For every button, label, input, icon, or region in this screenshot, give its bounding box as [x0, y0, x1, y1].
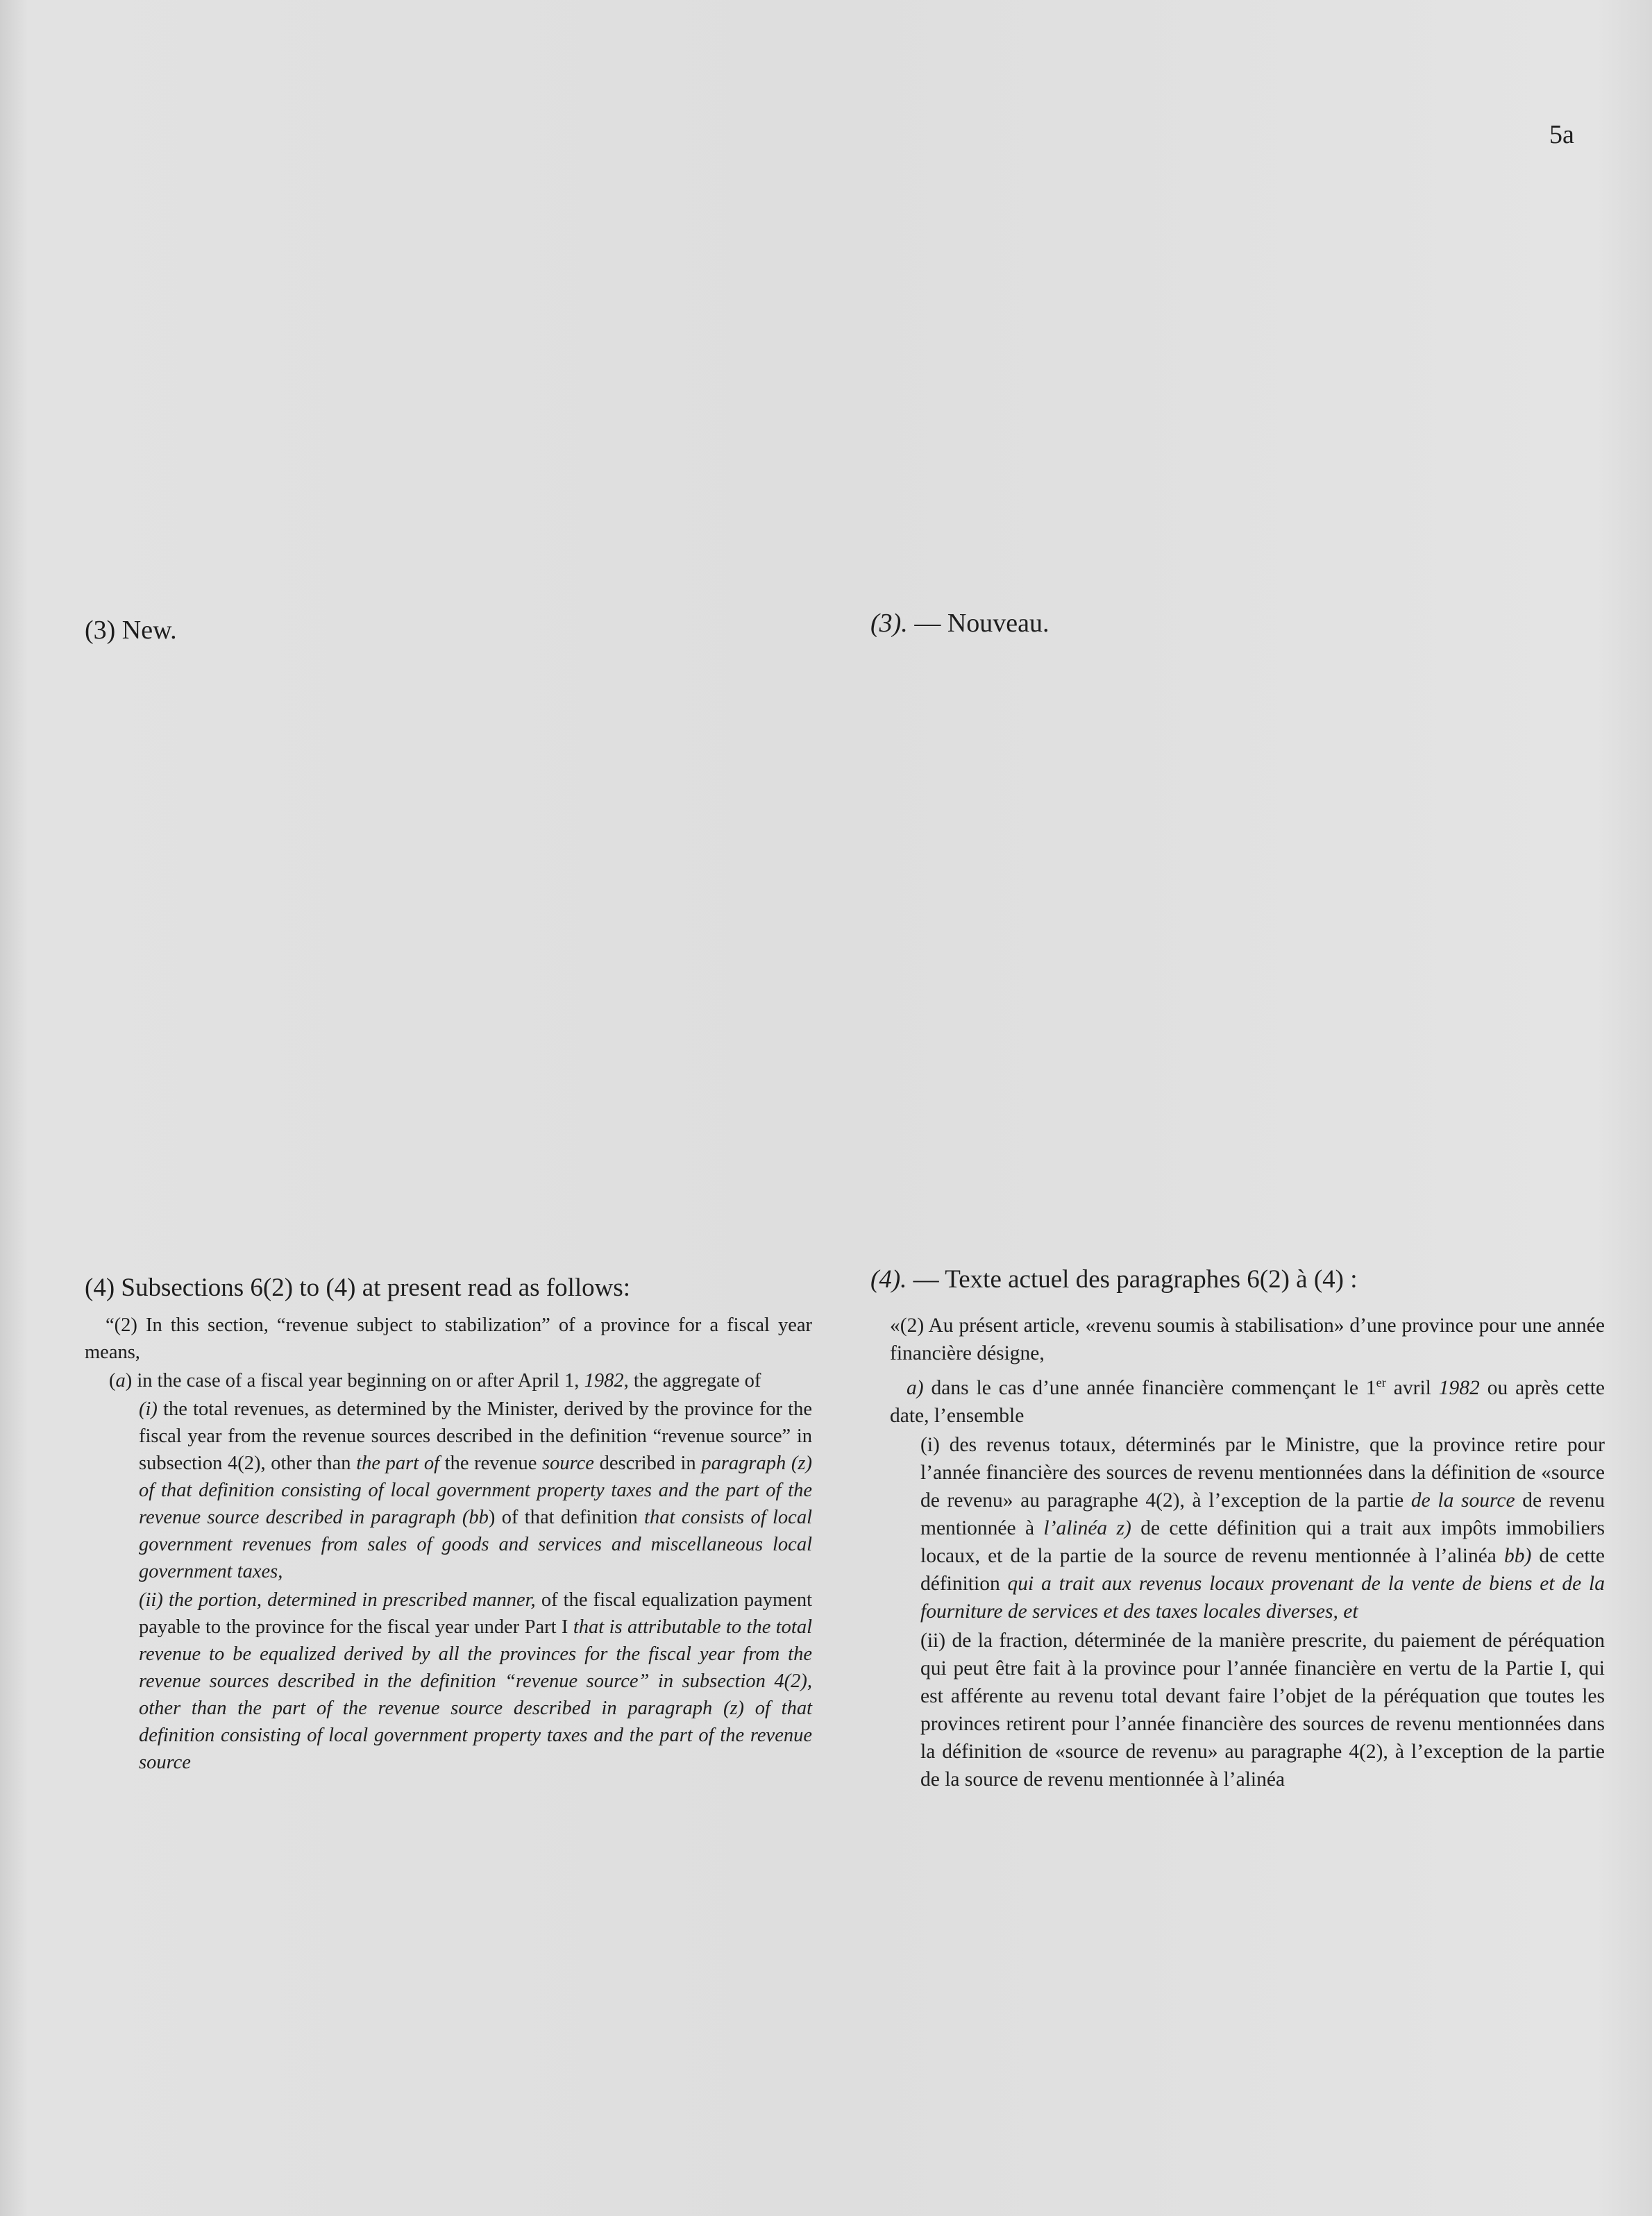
note-4-french-label: (4).: [870, 1265, 907, 1294]
french-a-end: ou après cette date, l’ensemble: [890, 1376, 1605, 1427]
note-4-french-text: — Texte actuel des paragraphes 6(2) à (4) :: [907, 1265, 1358, 1294]
english-ii-it2: that is attributable to the total revenue to be equalized derived by all the provinces for the fiscal year from the revenue sources described in the definition “revenue source” in subsection 4(2), other than the part of the revenue source described in paragraph (z) of that definition consisting of local government property taxes and the part of the revenue source: [139, 1616, 812, 1773]
note-4-english: [85, 1273, 630, 1303]
english-i-label: (i): [139, 1398, 158, 1420]
english-a-year: 1982: [584, 1370, 624, 1392]
french-a-text2: avril: [1385, 1376, 1439, 1399]
french-i-text4: de cette définition: [920, 1544, 1605, 1595]
french-i-text2: de revenu mentionnée à: [920, 1489, 1605, 1539]
english-i-bb: bb: [469, 1507, 489, 1528]
english-a-label: a: [115, 1370, 126, 1392]
english-i-it4: that consists of local government revenues from sales of goods and services and miscellaneous local government taxes,: [139, 1507, 813, 1582]
french-i-it4: qui a trait aux revenus locaux provenant de la vente de biens et de la fourniture de services et des taxes locales diverses, et: [920, 1572, 1605, 1623]
english-i-it3: paragraph (z) of that definition consisting of local government property taxes and the part of the revenue source described in paragraph (: [139, 1453, 812, 1528]
english-a-text: ) in the case of a fiscal year beginning on or after April 1,: [125, 1370, 584, 1392]
french-a-text: dans le cas d’une année financière commençant le 1: [923, 1376, 1376, 1399]
note-4-english-text: (4) Subsections 6(2) to (4) at present read as follows:: [85, 1274, 631, 1302]
english-i-text1: the total revenues, as determined by the Minister, derived by the province for the fiscal year from the revenue sources described in the definition “revenue source” in subsection 4(2), other than: [139, 1398, 812, 1474]
english-i-it1: the part of: [356, 1453, 440, 1474]
french-a-sup: er: [1376, 1376, 1386, 1389]
french-subpara-i: [890, 1431, 1605, 1625]
english-i-text2: the revenue: [439, 1453, 543, 1474]
english-a-open: (: [109, 1370, 116, 1392]
french-a-label: a): [907, 1376, 924, 1399]
note-3-french-text: — Nouveau.: [907, 609, 1050, 638]
french-subpara-ii: (ii) de la fraction, déterminée de la manière prescrite, du paiement de péréquation qui peut être fait à la province pour l’année financière en vertu de la Partie I, qui est afférente au revenu total devant faire l’objet de la péréquation que toutes les provinces retirent pour l’année financière des sources de revenu mentionnées dans la définition de «source de revenu» au paragraphe 4(2), à l’exception de la partie de la source de revenu mentionnée à l’alinéa: [920, 1629, 1605, 1791]
french-i-text1: (i) des revenus totaux, déterminés par le Ministre, que la province retire pour l’année financière des sources de revenu mentionnées dans la définition de «source de revenu» au paragraphe 4(2), à l’exception de la partie: [920, 1433, 1605, 1512]
french-i-it3: bb): [1503, 1544, 1532, 1567]
english-i-it2: source: [542, 1453, 594, 1474]
note-4-french: [870, 1265, 1358, 1294]
french-para-a: [890, 1369, 1605, 1430]
english-i-text4: ) of that definition: [488, 1507, 645, 1528]
english-column: [85, 1312, 812, 1777]
note-3-french: [870, 608, 1050, 638]
french-i-it1: de la source: [1410, 1489, 1515, 1512]
note-3-french-label: (3).: [870, 609, 908, 638]
english-para-a: [85, 1367, 812, 1394]
french-i-it2: l’alinéa z): [1043, 1516, 1131, 1539]
english-intro: “(2) In this section, “revenue subject to stabilization” of a province for a fiscal year means,: [85, 1314, 812, 1363]
french-column: [890, 1312, 1605, 1795]
english-ii-text1: of the fiscal equalization payment payable to the province for the fiscal year under Part I: [139, 1589, 812, 1638]
note-3-english: [85, 615, 177, 645]
english-a-end: , the aggregate of: [623, 1370, 761, 1392]
french-i-text3: de cette définition qui a trait aux impôts immobiliers locaux, et de la partie de la source de revenu mentionnée à l’alinéa: [920, 1516, 1605, 1567]
english-i-text3: described in: [593, 1453, 702, 1474]
page-number: 5a: [1549, 120, 1574, 149]
french-a-year: 1982: [1438, 1376, 1480, 1399]
english-subpara-i: [85, 1396, 812, 1585]
french-intro: «(2) Au présent article, «revenu soumis à stabilisation» d’une province pour une année financière désigne,: [890, 1314, 1605, 1364]
english-subpara-ii: [85, 1587, 812, 1776]
english-ii-it1: (ii) the portion, determined in prescribed manner,: [139, 1589, 536, 1611]
note-3-english-text: (3) New.: [85, 616, 177, 645]
